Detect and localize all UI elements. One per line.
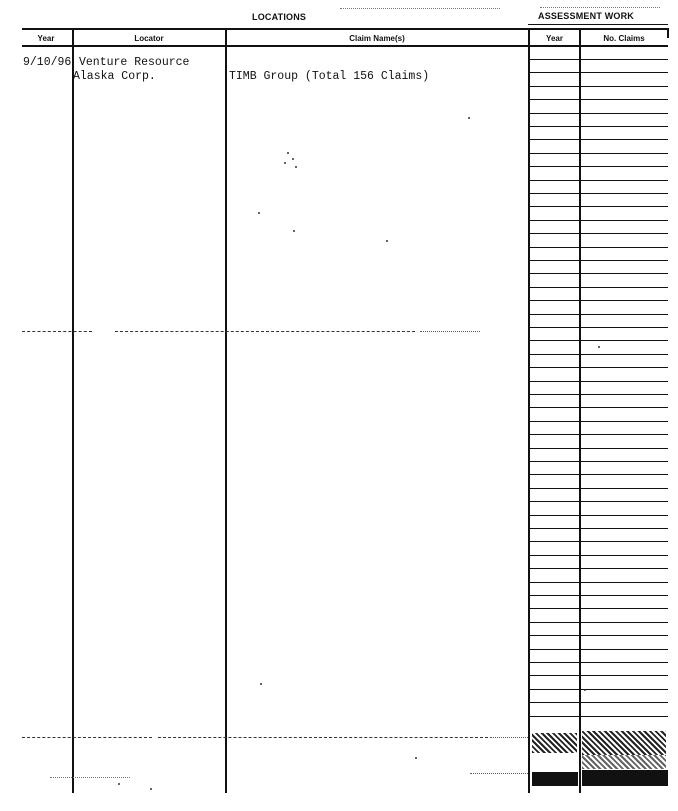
assessment-rule-line <box>528 220 668 221</box>
assessment-rule-line <box>528 595 668 596</box>
col-header-locator: Locator <box>134 34 164 43</box>
divider-claims-assessment <box>528 28 530 793</box>
assessment-rule-line <box>528 689 668 690</box>
assessment-rule-line <box>528 86 668 87</box>
scan-artifact-top <box>340 8 500 9</box>
assessment-rule-line <box>528 448 668 449</box>
scan-speck <box>118 783 120 785</box>
col-header-assessment-year: Year <box>546 34 563 43</box>
scan-speck <box>468 117 470 119</box>
header-bottom-border <box>22 45 668 47</box>
scan-noise-patch <box>582 755 666 769</box>
assessment-rule-line <box>528 59 668 60</box>
assessment-rule-line <box>528 622 668 623</box>
col-header-no-claims: No. Claims <box>603 34 645 43</box>
separator-dash-low-1 <box>22 737 152 738</box>
separator-dash-mid-2 <box>115 331 415 332</box>
divider-locator-claims <box>225 28 227 793</box>
col-header-claim-names: Claim Name(s) <box>349 34 405 43</box>
assessment-rule-line <box>528 340 668 341</box>
assessment-rule-line <box>528 461 668 462</box>
entry-year: 9/10/96 <box>23 56 72 69</box>
entry-locator-line1: Venture Resource <box>79 56 190 69</box>
scan-speck <box>260 683 262 685</box>
assessment-rule-line <box>528 528 668 529</box>
assessment-rule-line <box>528 139 668 140</box>
separator-dash-mid-3 <box>420 331 480 332</box>
header-top-border <box>22 28 668 30</box>
assessment-rule-line <box>528 488 668 489</box>
assessment-rule-line <box>528 608 668 609</box>
assessment-rule-line <box>528 354 668 355</box>
assessment-rule-line <box>528 394 668 395</box>
assessment-rule-line <box>528 568 668 569</box>
scan-artifact-top-right <box>540 7 660 8</box>
scan-speck <box>295 166 297 168</box>
assessment-rule-line <box>528 702 668 703</box>
assessment-rule-line <box>528 381 668 382</box>
locations-title: LOCATIONS <box>252 12 307 22</box>
assessment-rule-line <box>528 287 668 288</box>
separator-dash-low-3 <box>490 737 528 738</box>
assessment-rule-line <box>528 273 668 274</box>
assessment-rule-line <box>528 72 668 73</box>
scan-speck <box>415 757 417 759</box>
assessment-rule-line <box>528 716 668 717</box>
assessment-rule-line <box>528 675 668 676</box>
assessment-rule-line <box>528 327 668 328</box>
scan-speck <box>258 212 260 214</box>
scan-dark-patch <box>582 770 668 786</box>
assessment-rule-line <box>528 193 668 194</box>
assessment-rule-line <box>528 582 668 583</box>
col-header-year: Year <box>37 34 55 43</box>
scan-noise-patch <box>582 731 666 755</box>
assessment-rule-line <box>528 300 668 301</box>
scan-noise-patch <box>532 733 577 753</box>
assessment-rule-line <box>528 153 668 154</box>
scan-speck <box>292 158 294 160</box>
assessment-rule-line <box>528 474 668 475</box>
divider-assessment-year-claims <box>579 28 581 793</box>
entry-locator-line2: Alaska Corp. <box>73 70 156 83</box>
assessment-rule-line <box>528 233 668 234</box>
assessment-rule-line <box>528 126 668 127</box>
assessment-rule-line <box>528 99 668 100</box>
scan-speck <box>293 230 295 232</box>
separator-dash-mid-1 <box>22 331 92 332</box>
assessment-rule-line <box>528 247 668 248</box>
scan-dark-patch <box>532 772 578 786</box>
divider-right-edge <box>667 28 669 38</box>
assessment-rule-line <box>528 421 668 422</box>
separator-dotted-bottom-right <box>470 773 528 774</box>
scan-speck <box>284 162 286 164</box>
separator-dotted-bottom <box>50 777 130 778</box>
scan-speck <box>598 346 600 348</box>
assessment-rule-line <box>528 260 668 261</box>
assessment-rule-line <box>528 206 668 207</box>
assessment-rule-line <box>528 180 668 181</box>
assessment-rule-line <box>528 662 668 663</box>
assessment-rule-line <box>528 649 668 650</box>
assessment-rule-line <box>528 314 668 315</box>
assessment-rule-line <box>528 113 668 114</box>
assessment-header-border <box>528 24 668 25</box>
assessment-rule-line <box>528 407 668 408</box>
separator-dash-low-2 <box>158 737 488 738</box>
scan-speck <box>150 788 152 790</box>
assessment-rule-line <box>528 501 668 502</box>
entry-claim-name: TIMB Group (Total 156 Claims) <box>229 70 430 83</box>
scan-speck <box>386 240 388 242</box>
assessment-rule-line <box>528 367 668 368</box>
assessment-rule-line <box>528 166 668 167</box>
assessment-rule-line <box>528 635 668 636</box>
assessment-rule-line <box>528 515 668 516</box>
assessment-rule-line <box>528 555 668 556</box>
assessment-rule-line <box>528 541 668 542</box>
scan-speck <box>287 152 289 154</box>
divider-year-locator <box>72 28 74 793</box>
assessment-rule-line <box>528 434 668 435</box>
assessment-work-title: ASSESSMENT WORK <box>538 11 635 21</box>
scan-speck <box>584 689 586 691</box>
